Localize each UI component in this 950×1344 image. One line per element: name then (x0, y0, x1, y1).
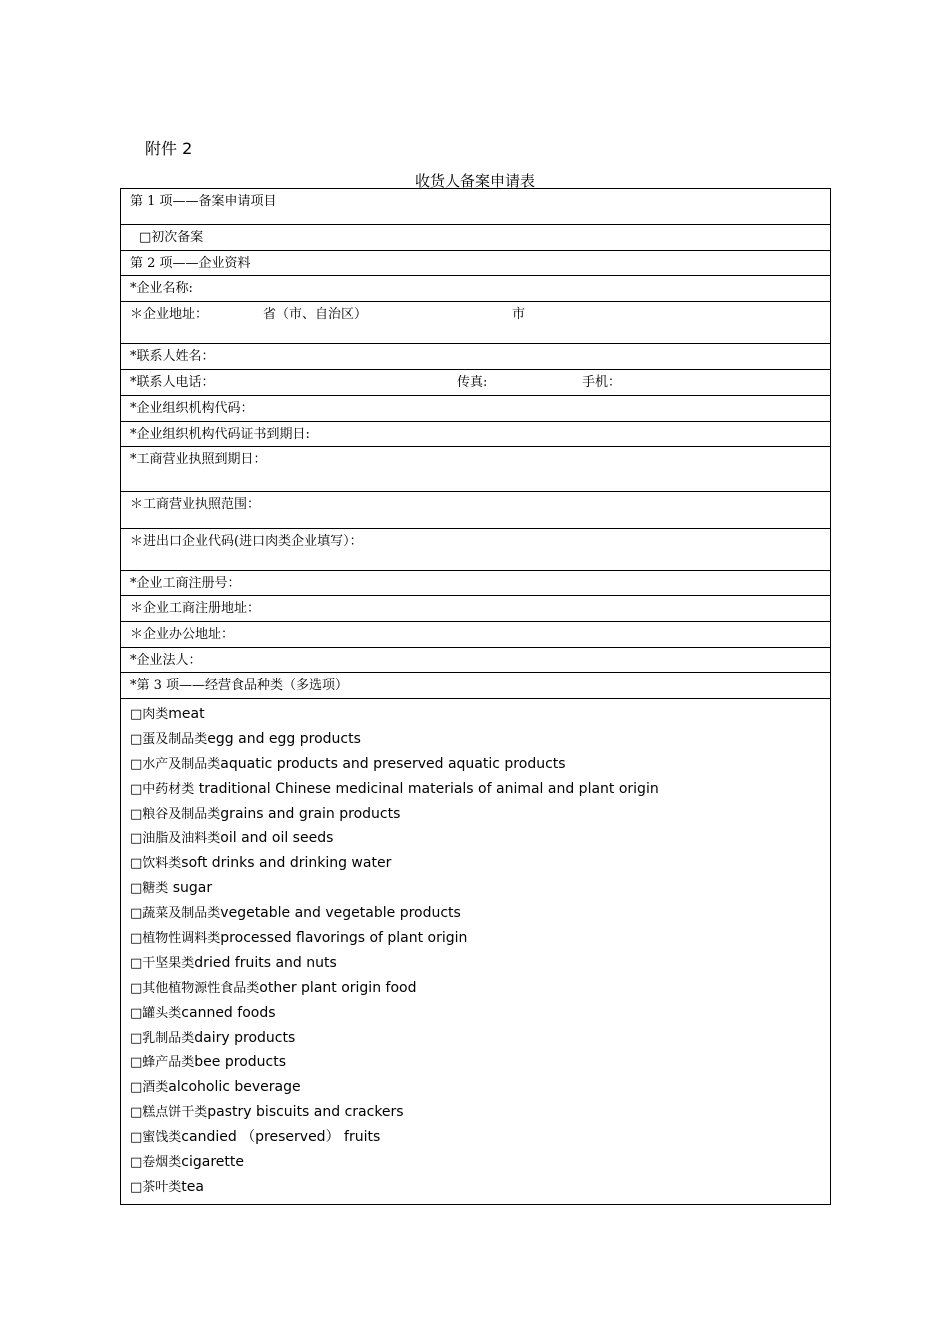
initial-filing-checkbox[interactable]: □初次备案 (139, 230, 204, 245)
food-checkbox-label: □肉类 (130, 707, 169, 722)
section1-heading-row (121, 189, 830, 225)
food-item-canned[interactable] (130, 1001, 830, 1026)
legal-person-label: *企业法人： (130, 653, 202, 668)
food-checkbox-label: □乳制品类 (130, 1030, 195, 1046)
food-item-cigarette[interactable] (130, 1150, 830, 1175)
contact-phone-row[interactable] (121, 370, 830, 396)
food-english-label: oil and oil seeds (220, 830, 334, 847)
food-checkbox-label: □植物性调料类 (130, 931, 221, 947)
food-english-label: pastry biscuits and crackers (207, 1104, 404, 1121)
section3-heading: *第 3 项——经营食品种类（多选项） (130, 678, 349, 693)
company-name-row[interactable] (121, 276, 830, 302)
food-category-list (121, 699, 830, 1204)
food-checkbox-label: □酒类 (130, 1080, 169, 1096)
food-checkbox-label: □罐头类 (130, 1005, 182, 1021)
food-english-label: vegetable and vegetable products (220, 905, 461, 922)
food-english-label: soft drinks and drinking water (181, 855, 392, 872)
food-item-oil[interactable] (130, 826, 830, 851)
food-english-label: dried fruits and nuts (194, 954, 337, 971)
section2-heading-row (121, 251, 830, 276)
section3-heading-row (121, 673, 830, 699)
food-item-sugar[interactable] (130, 876, 830, 901)
food-checkbox-label: □茶叶类 (130, 1179, 182, 1195)
food-english-label: canned foods (181, 1004, 276, 1021)
food-item-drinks[interactable] (130, 851, 830, 876)
license-expiry-row[interactable] (121, 447, 830, 492)
food-checkbox-label: □油脂及油料类 (130, 831, 221, 847)
org-code-row[interactable] (121, 396, 830, 422)
food-item-bee[interactable] (130, 1050, 830, 1075)
section1-heading: 第 1 项——备案申请项目 (130, 194, 277, 209)
food-english-label: other plant origin food (259, 979, 417, 996)
food-checkbox-label: □其他植物源性食品类 (130, 980, 260, 996)
food-english-label: tea (181, 1178, 204, 1195)
food-item-meat[interactable] (130, 702, 830, 727)
application-form-table (120, 188, 831, 1205)
food-english-label: candied （preserved） fruits (181, 1129, 381, 1146)
registration-address-row[interactable] (121, 596, 830, 622)
food-english-label: traditional Chinese medicinal materials of animal and plant origin (194, 780, 659, 797)
contact-name-row[interactable] (121, 344, 830, 370)
food-english-label: egg and egg products (207, 730, 361, 747)
food-english-label: dairy products (194, 1029, 296, 1046)
mobile-label: 手机： (582, 375, 622, 390)
company-address-row[interactable] (121, 302, 830, 344)
registration-no-row[interactable] (121, 571, 830, 596)
food-english-label: processed flavorings of plant origin (220, 930, 468, 947)
food-checkbox-label: □中药材类 (130, 781, 195, 797)
company-name-label: *企业名称: (130, 281, 193, 296)
form-title: 收货人备案申请表 (414, 172, 535, 190)
registration-address-label: ＊企业工商注册地址： (130, 601, 261, 616)
food-checkbox-label: □糖类 (130, 881, 169, 897)
food-english-label: sugar (168, 880, 213, 897)
food-item-pastry[interactable] (130, 1100, 830, 1125)
attachment-label: 附件 2 (145, 139, 193, 158)
food-english-label: alcoholic beverage (168, 1079, 301, 1096)
food-checkbox-label: □水产及制品类 (130, 756, 221, 772)
province-label: 省（市、自治区） (263, 307, 368, 322)
food-item-candied[interactable] (130, 1125, 830, 1150)
fax-label: 传真: (457, 375, 488, 390)
org-code-label: *企业组织机构代码： (130, 401, 254, 416)
office-address-row[interactable] (121, 622, 830, 648)
city-label: 市 (512, 307, 526, 322)
food-checkbox-label: □干坚果类 (130, 955, 195, 971)
contact-name-label: *联系人姓名： (130, 349, 215, 364)
org-code-expiry-label: *企业组织机构代码证书到期日: (130, 427, 310, 442)
food-checkbox-label: □蜂产品类 (130, 1055, 195, 1071)
food-checkbox-label: □蛋及制品类 (130, 731, 208, 747)
food-item-flavorings[interactable] (130, 926, 830, 951)
import-export-code-label: ＊进出口企业代码(进口肉类企业填写）： (130, 534, 363, 549)
food-english-label: grains and grain products (220, 805, 401, 822)
contact-phone-label: *联系人电话： (130, 375, 215, 390)
food-checkbox-label: □蔬菜及制品类 (130, 906, 221, 922)
food-item-alcohol[interactable] (130, 1075, 830, 1100)
food-checkbox-label: □蜜饯类 (130, 1130, 182, 1146)
company-address-label: ＊企业地址： (130, 307, 209, 322)
food-checkbox-label: □卷烟类 (130, 1155, 182, 1171)
food-checkbox-label: □糕点饼干类 (130, 1105, 208, 1121)
org-code-expiry-row[interactable] (121, 422, 830, 447)
section2-heading: 第 2 项——企业资料 (130, 256, 251, 271)
legal-person-row[interactable] (121, 648, 830, 673)
food-english-label: meat (168, 706, 205, 722)
food-item-egg[interactable] (130, 727, 830, 752)
initial-filing-row[interactable] (121, 225, 830, 251)
license-scope-row[interactable] (121, 492, 830, 529)
food-checkbox-label: □饮料类 (130, 856, 182, 872)
food-english-label: cigarette (181, 1154, 245, 1171)
food-item-dairy[interactable] (130, 1026, 830, 1051)
food-item-medicinal[interactable] (130, 777, 830, 802)
office-address-label: ＊企业办公地址： (130, 627, 235, 642)
food-item-other-plant[interactable] (130, 976, 830, 1001)
license-scope-label: ＊工商营业执照范围： (130, 497, 261, 512)
food-checkbox-label: □粮谷及制品类 (130, 806, 221, 822)
food-english-label: aquatic products and preserved aquatic products (220, 755, 566, 772)
import-export-code-row[interactable] (121, 529, 830, 571)
food-item-tea[interactable] (130, 1175, 830, 1200)
food-english-label: bee products (194, 1054, 287, 1071)
license-expiry-label: *工商营业执照到期日： (130, 452, 267, 467)
registration-no-label: *企业工商注册号： (130, 576, 241, 591)
food-item-grains[interactable] (130, 802, 830, 827)
food-item-aquatic[interactable] (130, 752, 830, 777)
food-item-vegetable[interactable] (130, 901, 830, 926)
food-item-nuts[interactable] (130, 951, 830, 976)
